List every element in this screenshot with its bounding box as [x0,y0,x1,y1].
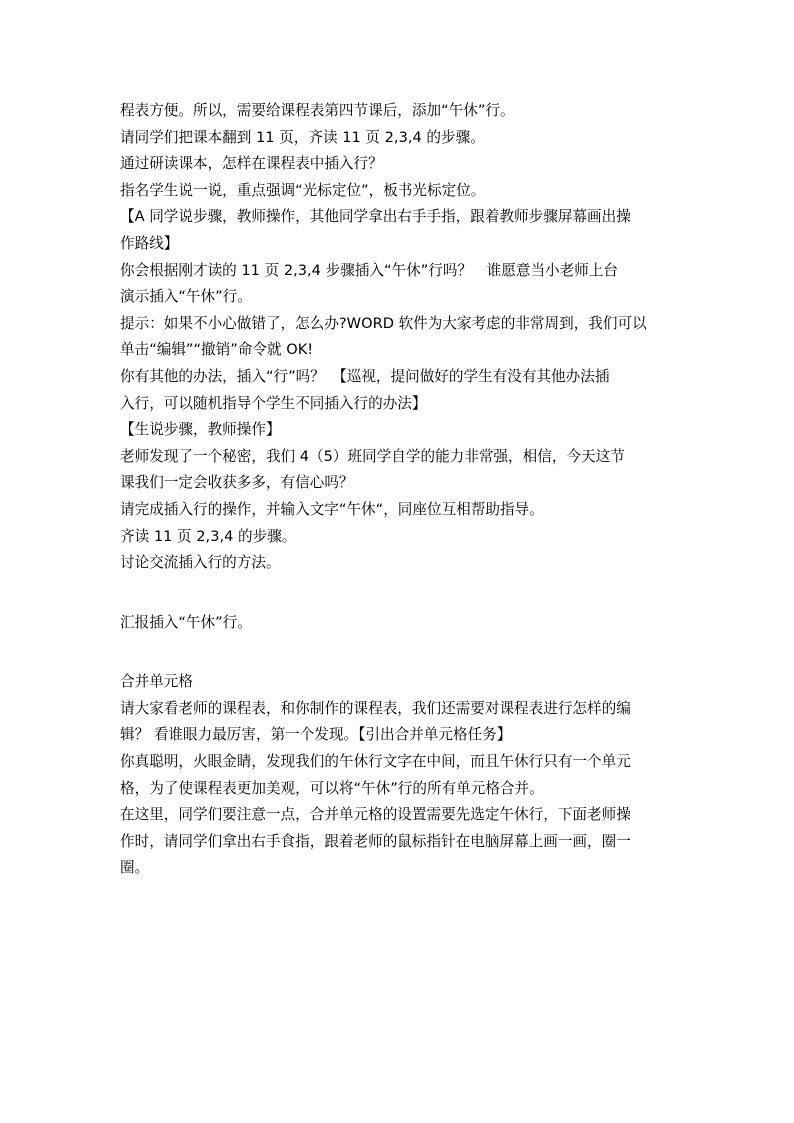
blank-line [120,577,676,610]
paragraph-line: 请完成插入行的操作，并输入文字“午休“，同座位互相帮助指导。 [120,500,544,518]
paragraph-line: 入行，可以随机指导个学生不同插入行的办法】 [120,394,427,412]
paragraph-line: 你有其他的办法，插入“行”吗？ 【巡视，提问做好的学生有没有其他办法插 [120,367,610,385]
paragraph-line: 老师发现了一个秘密，我们 4（5）班同学自学的能力非常强，相信，今天这节 [120,447,625,465]
paragraph-line: 齐读 11 页 2,3,4 的步骤。 [120,527,297,545]
paragraph-line: 作时，请同学们拿出右手食指，跟着老师的鼠标指针在电脑屏幕上画一画，圈一 [120,832,631,850]
paragraph-line: 程表方便。所以，需要给课程表第四节课后，添加“午休”行。 [120,102,515,119]
paragraph-line: 你会根据刚才读的 11 页 2,3,4 步骤插入“午休”行吗？ 谁愿意当小老师上台 [120,261,619,279]
paragraph-line: 圈。 [120,859,150,877]
paragraph-line: 在这里，同学们要注意一点，合并单元格的设置需要先选定午休行，下面老师操 [120,806,631,824]
paragraph-line: 演示插入“午休”行。 [120,288,252,306]
paragraph-line: 指名学生说一说，重点强调“光标定位”，板书光标定位。 [120,181,486,199]
paragraph-line: 格，为了使课程表更加美观，可以将“午休”行的所有单元格合并。 [120,779,544,797]
paragraph-line: 辑？ 看谁眼力最厉害，第一个发现。【引出合并单元格任务】 [120,726,512,744]
paragraph-line: 讨论交流插入行的方法。 [120,554,281,572]
blank-line [120,636,676,669]
document-body [120,98,676,882]
paragraph-line: 汇报插入“午休”行。 [120,613,252,631]
paragraph-line: 课我们一定会收获多多，有信心吗？ [120,474,354,492]
paragraph-line: 请同学们把课本翻到 11 页，齐读 11 页 2,3,4 的步骤。 [120,128,485,146]
paragraph-line: 请大家看老师的课程表，和你制作的课程表，我们还需要对课程表进行怎样的编 [120,699,631,717]
paragraph-line: 【A 同学说步骤，教师操作，其他同学拿出右手手指，跟着教师步骤屏幕画出操 [120,208,631,226]
paragraph-line: 单击“编辑”“撤销”命令就 OK! [120,341,314,359]
paragraph-line: 作路线】 [120,234,179,252]
paragraph-line: 提示：如果不小心做错了，怎么办?WORD 软件为大家考虑的非常周到，我们可以 [120,314,647,332]
paragraph-line: 你真聪明，火眼金睛，发现我们的午休行文字在中间，而且午休行只有一个单元 [120,753,631,771]
paragraph-line: 【生说步骤，教师操作】 [120,421,281,439]
section-heading: 合并单元格 [120,673,193,691]
paragraph-line: 通过研读课本，怎样在课程表中插入行？ [120,155,383,173]
